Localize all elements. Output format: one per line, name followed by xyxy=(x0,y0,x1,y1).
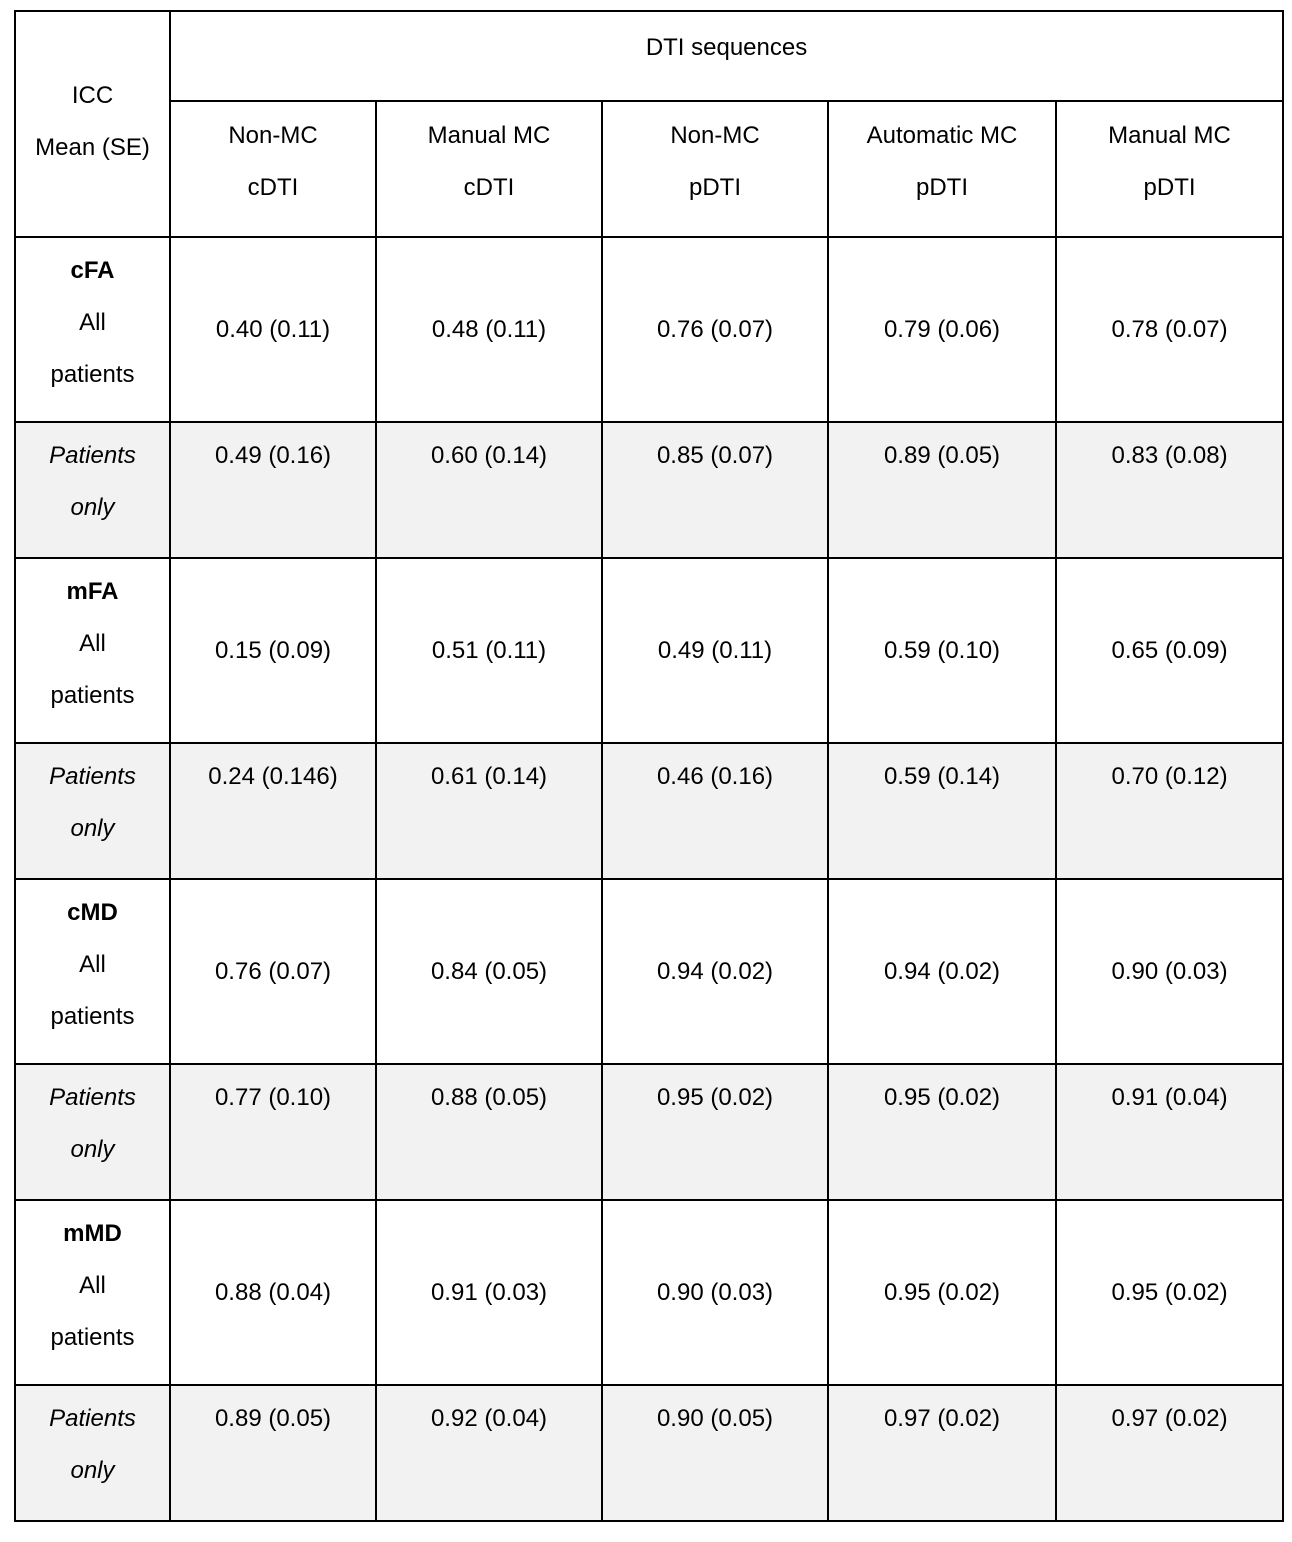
table-cell-value: 0.24 (0.146) xyxy=(208,763,338,790)
column-header xyxy=(602,101,828,237)
row-label-line-2: patients xyxy=(50,1003,135,1030)
table-cell xyxy=(376,743,602,879)
table-cell: 0.78 (0.07) xyxy=(1056,237,1283,422)
icc-table xyxy=(14,10,1284,1522)
metric-label: mMD xyxy=(63,1220,122,1247)
table-cell xyxy=(376,422,602,558)
table-row-all-patients xyxy=(15,237,1283,422)
table-cell: 0.65 (0.09) xyxy=(1056,558,1283,743)
table-cell xyxy=(828,1064,1056,1200)
table-cell: 0.88 (0.04) xyxy=(170,1200,376,1385)
column-header-line-1: Manual MC xyxy=(1108,122,1231,149)
table-cell-value: 0.89 (0.05) xyxy=(883,442,1001,469)
table-cell xyxy=(1056,1385,1283,1521)
metric-label: mFA xyxy=(66,578,119,605)
column-header xyxy=(170,101,376,237)
row-label-line-2: only xyxy=(70,1457,115,1484)
row-label-line-1: Patients xyxy=(49,1405,136,1432)
table-cell: 0.90 (0.03) xyxy=(1056,879,1283,1064)
table-cell-value: 0.77 (0.10) xyxy=(214,1084,332,1111)
table-cell xyxy=(170,1385,376,1521)
table-cell: 0.48 (0.11) xyxy=(376,237,602,422)
column-header-line-2: pDTI xyxy=(688,174,741,201)
table-cell xyxy=(376,1385,602,1521)
table-cell xyxy=(602,1064,828,1200)
table-body xyxy=(15,237,1283,1521)
row-header xyxy=(15,1385,170,1521)
table-cell: 0.76 (0.07) xyxy=(602,237,828,422)
table-cell-value: 0.95 (0.02) xyxy=(883,1084,1001,1111)
table-cell: 0.79 (0.06) xyxy=(828,237,1056,422)
table-cell xyxy=(602,1385,828,1521)
table-row-patients-only xyxy=(15,422,1283,558)
table-cell-value: 0.88 (0.05) xyxy=(430,1084,548,1111)
table-cell-value: 0.89 (0.05) xyxy=(214,1405,332,1432)
column-header-line-1: Manual MC xyxy=(427,122,551,149)
table-cell-value: 0.46 (0.16) xyxy=(656,763,774,790)
row-label-line-1: All xyxy=(79,1272,106,1299)
column-header-line-2: pDTI xyxy=(1143,174,1196,201)
row-label-line-1: Patients xyxy=(49,763,136,790)
group-header xyxy=(170,11,1283,101)
table-cell-value: 0.85 (0.07) xyxy=(656,442,774,469)
table-cell-value: 0.60 (0.14) xyxy=(430,442,548,469)
row-label-line-2: patients xyxy=(50,1324,135,1351)
column-header-line-1: Automatic MC xyxy=(866,122,1018,149)
table-cell xyxy=(602,422,828,558)
row-header xyxy=(15,1064,170,1200)
group-header-label: DTI sequences xyxy=(645,34,808,61)
table-cell xyxy=(1056,422,1283,558)
table-cell xyxy=(828,1385,1056,1521)
row-label-line-2: only xyxy=(70,815,115,842)
table-cell-value: 0.59 (0.14) xyxy=(883,763,1001,790)
table-cell: 0.76 (0.07) xyxy=(170,879,376,1064)
table-cell xyxy=(170,1064,376,1200)
row-label-line-2: patients xyxy=(50,682,135,709)
column-header-line-2: cDTI xyxy=(247,174,299,201)
table-cell-value: 0.95 (0.02) xyxy=(656,1084,774,1111)
table-cell-value: 0.97 (0.02) xyxy=(883,1405,1001,1432)
row-label-line-2: only xyxy=(70,494,115,521)
column-header xyxy=(828,101,1056,237)
table-cell xyxy=(1056,743,1283,879)
table-cell xyxy=(828,422,1056,558)
table-cell: 0.40 (0.11) xyxy=(170,237,376,422)
table-cell-value: 0.70 (0.12) xyxy=(1111,763,1228,790)
table-cell xyxy=(170,743,376,879)
row-header xyxy=(15,1200,170,1385)
table-cell: 0.90 (0.03) xyxy=(602,1200,828,1385)
table-cell xyxy=(1056,1064,1283,1200)
table-cell-value: 0.90 (0.05) xyxy=(656,1405,774,1432)
table-cell xyxy=(828,743,1056,879)
table-cell: 0.94 (0.02) xyxy=(828,879,1056,1064)
row-label-line-1: All xyxy=(79,309,106,336)
table-cell xyxy=(602,743,828,879)
table-cell-value: 0.91 (0.04) xyxy=(1111,1084,1228,1111)
metric-label: cMD xyxy=(67,899,118,926)
corner-header xyxy=(15,11,170,237)
metric-label: cFA xyxy=(70,257,115,284)
table-cell-value: 0.83 (0.08) xyxy=(1111,442,1228,469)
table-row-patients-only xyxy=(15,1385,1283,1521)
table-cell: 0.49 (0.11) xyxy=(602,558,828,743)
row-label-line-2: only xyxy=(70,1136,115,1163)
table-cell xyxy=(170,422,376,558)
table-row-patients-only xyxy=(15,743,1283,879)
row-label-line-1: Patients xyxy=(49,442,136,469)
table-cell: 0.91 (0.03) xyxy=(376,1200,602,1385)
table-cell: 0.95 (0.02) xyxy=(828,1200,1056,1385)
row-header xyxy=(15,743,170,879)
row-label-line-2: patients xyxy=(50,361,135,388)
row-label-line-1: Patients xyxy=(49,1084,136,1111)
table-row-all-patients xyxy=(15,558,1283,743)
row-header xyxy=(15,558,170,743)
table-cell: 0.59 (0.10) xyxy=(828,558,1056,743)
table-cell: 0.95 (0.02) xyxy=(1056,1200,1283,1385)
column-header xyxy=(1056,101,1283,237)
row-header xyxy=(15,879,170,1064)
table-cell-value: 0.92 (0.04) xyxy=(430,1405,548,1432)
table-cell xyxy=(376,1064,602,1200)
corner-line-2: Mean (SE) xyxy=(35,134,150,161)
table-row-all-patients xyxy=(15,1200,1283,1385)
table-cell: 0.84 (0.05) xyxy=(376,879,602,1064)
corner-line-1: ICC xyxy=(71,82,114,109)
column-header xyxy=(376,101,602,237)
table-cell: 0.94 (0.02) xyxy=(602,879,828,1064)
table-row-all-patients xyxy=(15,879,1283,1064)
row-label-line-1: All xyxy=(79,630,106,657)
column-header-line-2: pDTI xyxy=(915,174,968,201)
table-cell-value: 0.61 (0.14) xyxy=(430,763,548,790)
column-header-line-2: cDTI xyxy=(463,174,515,201)
row-header xyxy=(15,422,170,558)
table-cell-value: 0.49 (0.16) xyxy=(214,442,332,469)
row-header xyxy=(15,237,170,422)
table-row-patients-only xyxy=(15,1064,1283,1200)
row-label-line-1: All xyxy=(79,951,106,978)
table-cell-value: 0.97 (0.02) xyxy=(1111,1405,1228,1432)
column-header-line-1: Non-MC xyxy=(228,122,318,149)
table-cell: 0.15 (0.09) xyxy=(170,558,376,743)
column-header-line-1: Non-MC xyxy=(670,122,760,149)
table-cell: 0.51 (0.11) xyxy=(376,558,602,743)
